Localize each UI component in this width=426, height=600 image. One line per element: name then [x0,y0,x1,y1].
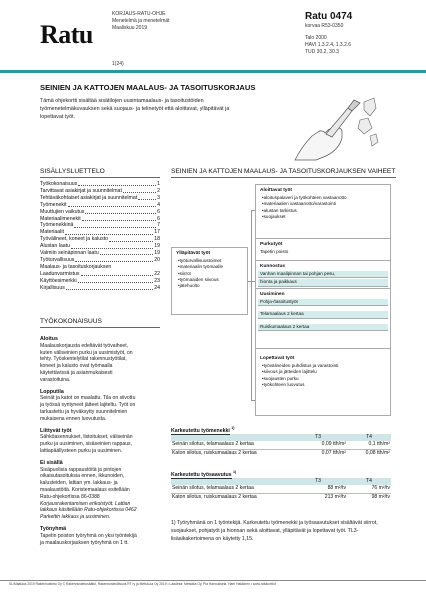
diagram-list-item: • jätehuolto [176,283,243,289]
tk-line: koneet ja kalusto ovat työmaalla [40,363,113,370]
diagram-list-item: • siivous ja jätteiden lajittelu [260,369,386,375]
toc-item[interactable]: Tehtäväkohtaiset asiakirjat ja suunnitelmat 3 [40,194,160,201]
header-doc-type: Menetelmä ja menetelmät [112,18,170,24]
diagram-heading: SEINIEN JA KATTOJEN MAALAUS- JA TASOITUSKORJAUKSEN VAIHEET [171,168,396,175]
aloittavat-title: Aloittavat työt [260,188,292,193]
diagram-list-item: • työvälineiden puhdistus ja varastointi [260,363,386,369]
tk-line: Parkettin lakkaus ja uusiminen. [40,514,111,521]
diagram-list-item: • työmaaiden siivous [176,277,243,283]
tyomenekki-table-block [171,426,391,457]
aloittavat-tyot [256,185,390,239]
header-accent-bar [0,70,426,73]
ratu-logo: Ratu [40,20,93,49]
tk-line: Maalauskorjausta edeltävät työvaiheet, [40,342,129,349]
diagram-list-item: • materiaalin työmaalle [176,264,243,270]
diagram-list-item: • työturvallisuustoimet [176,258,243,264]
aloittavat-list [260,195,386,220]
diagram-list-item: • suojausten purku [260,376,386,382]
toc-item[interactable]: Työmenekit 4 [40,201,160,208]
lopettavat-tyot [256,349,390,417]
tyosaavutus-table-block [171,470,391,501]
tk-line: kuten väliseinien purku ja uusimistyöt, on [40,349,133,356]
toc-item[interactable]: Valmiin seinäpinnan laatu 19 [40,250,160,257]
tk-line: Ratu-ohjekortissa 86-0388 [40,493,100,500]
painting-hand-illustration [290,94,380,164]
toc-item[interactable]: Kirjallisuus 24 [40,284,160,291]
tk-line: kalusteiden, lattian ym. lakkaus- ja [40,480,118,487]
toc-item[interactable]: Työturvallisuus 20 [40,256,160,263]
tk-line: Sisäpuolisia rappaustöitä ja pintojen [40,466,122,473]
uusiminen-item: Ruiskumaalaus 2 kertaa [258,324,388,331]
tk-line: ja maalauskorjauksen työryhmä on 1 tt. [40,539,129,546]
kunnostus-item: hionta ja paikkaus [258,279,388,286]
header-codes [305,11,352,56]
tk-line: Sähköasennukset, listoitukset, väliseinän [40,434,133,441]
yllapitavat-list [176,258,243,289]
kunnostus-title: Kunnostus [260,264,286,269]
col-t3: T3 [289,434,347,442]
card-code-sub: korvaa R53-0350 [305,23,344,29]
tk-line: tarkastettu ja hyväksytty suunnitelmien [40,408,128,415]
uusiminen-item: Pohja-/tasoitustyöt [258,299,388,306]
tyokokonaisuus-heading: TYÖKOKONAISUUS [40,318,102,325]
tk-line: varastoituina. [40,376,71,383]
table-header-row [171,478,391,486]
footer-divider [0,580,426,581]
kunnostus-item: Vanhan maalipinnan tai pohjan pesu, [258,271,388,278]
col-t3: T3 [289,478,347,486]
table-row: Katon silotus, ruiskumaalaus 2 kertaa 213 m²/tv 98 m²/tv [172,493,390,500]
diagram-list-item: • siirrot [176,271,243,277]
tk-line: käytettävissä ja asianmukaisesti [40,369,113,376]
tk-section-heading: Ei sisällä [40,459,63,466]
tk-section-heading: Liittyvät työt [40,427,72,434]
uusiminen [256,289,390,349]
tk-line: lakkaus käsitellään Ratu-ohjekortissa 0462 [40,507,137,514]
tk-line: oikaisutasoituksia ennen, ikkunoiden, [40,473,125,480]
toc-item[interactable]: Muuttujien vaikutus 6 [40,208,160,215]
toc-item[interactable]: Työkokonaisuus 1 [40,181,160,187]
uusiminen-title: Uusiminen [260,292,285,297]
toc-item[interactable]: Työvälineet, koneet ja kalusto 18 [40,236,160,243]
toc-item[interactable]: Tarvittavat asiakirjat ja suunnitelmat 2 [40,187,160,194]
tk-line: mukaisena ennen luovutusta. [40,415,107,422]
header-meta [112,11,170,32]
diagram-list-item: • materiaalien vastaanotto/varastointi [260,201,386,207]
diagram-list-item: • työkohteen luovutus [260,382,386,388]
tk-line: lattiapäällysteen purku ja uusiminen. [40,447,123,454]
toc-item[interactable]: Materiaalit 17 [40,229,160,236]
lopettavat-title: Lopettavat työt [260,356,295,361]
header-series: KORJAUS-RATU-OHJE [112,11,166,17]
tk-line: purku ja uusiminen, sisäseinien rappaus, [40,441,133,448]
diagram-list-item: • suojaukset [260,214,386,220]
purkutyot [256,239,390,261]
havi-code: HAVI 1.3.2.4, 1.3.2.6 [305,42,352,48]
col-t4: T4 [347,478,391,486]
tk-line: tehty. Työskentelytilat rakennustyötilat, [40,356,127,363]
card-code: Ratu 0474 [305,11,353,22]
tyokokonaisuus-body [40,331,162,546]
talo-code: Talo 2000 [305,35,327,41]
toc-item[interactable]: Käyttöesimerkki 23 [40,277,160,284]
toc-item[interactable]: Työmenekkinä 7 [40,222,160,229]
tk-line: maalaustöitä. Koristemaalaus esitellään [40,486,130,493]
toc-item[interactable]: Laadunvarmistus 22 [40,270,160,277]
toc-divider [40,177,160,178]
purkutyot-item: Tapetin poisto [260,249,289,255]
tk-line: Seinät ja katot on maalattu. Tila on siivottu [40,395,136,402]
toc-heading: SISÄLLYSLUETTELO [40,168,105,175]
tk-line: ja työssä syntyneet jätteet lajiteltu. Työt on [40,402,136,409]
table-row: Katon silotus, ruiskumaalaus 2 kertaa 0,07 tth/m² 0,08 tth/m² [172,449,390,456]
diagram-list-item: • aloituspalaveri ja työkohteen vastaanotto [260,195,386,201]
diagram-list-item: • alustan tarkistus [260,208,386,214]
diagram-divider [171,177,396,178]
tk-section-heading: Aloitus [40,336,58,342]
tyomenekki-caption: Karkeutettu työmenekki $^{1)}$ [171,426,235,434]
kunnostus [256,261,390,289]
diagram-connector [251,210,252,400]
yllapitavat-title: Ylläpitävät työt [176,251,211,256]
col-t4: T4 [347,434,391,442]
tk-line: Korjausrakentamisen erikoistyöt. Lattian [40,500,131,507]
yllapitavat-tyot-box [171,247,248,315]
intro-text: Tämä ohjekortti sisältää sisätilojen uusintamaalaus- ja tasoitustöiden työmenetelmäkuvauksen sekä suojaus- ja telinetyöt että aloittavat, ylläpitävät ja lopettavat työt. [40,98,230,120]
tyosaavutus-caption: Karkeutettu työsaavutus $^{1)}$ [171,470,237,478]
tk-section-heading: Työnyhmä [40,525,67,532]
tud-code: TUD 30.2, 30.3 [305,49,339,55]
page-footer: SL/Maalaus 2019 Rakennustieto Oy © Rakennustietosäätiö, Rakennusteollisuus RT ry ja Metsä-ka Oy 2019 • Laadinta: Metsäka Oy, Pia Hannuksela, Harri Hakkinen • www.ratukortti.fi [9,582,277,586]
table-of-contents [40,181,160,292]
tk-line: Tapetin poiston työryhmä on yksi työntekijä [40,532,137,539]
header-date: Maaliskuu 2019 [112,25,148,31]
table-footnote: 1) Työryhmänä on 1 työntekijä. Karkeutettu työmenekki ja työsaavutukset sisältävät siirrot, suojaukset, pohjatyöt ja hionnan sekä aloittavat, ylläpitävät ja lopettavat työt. TL3-lisäaikakertoimena on käytetty 1,15. [171,520,378,542]
toc-item[interactable]: Materiaalimenekit 6 [40,215,160,222]
tyomenekki-table [171,434,391,458]
page-title: SEINIEN JA KATTOJEN MAALAUS- JA TASOITUSKORJAUS [40,83,256,92]
phases-box [255,184,391,416]
table-row: Seinän silotus, telamaalaus 2 kertaa 0,09 tth/m² 0,1 tth/m² [172,441,390,448]
lopettavat-list [260,363,386,388]
page-number: 1(24) [112,61,124,67]
toc-item[interactable]: Maalaus- ja tasoituskorjauksen [40,263,112,270]
uusiminen-item: Telamaalaus 2 kertaa [258,311,388,318]
tyokokonaisuus-divider [40,327,160,328]
tk-section-heading: Lopputila [40,388,64,395]
purkutyot-title: Purkutyöt [260,242,283,247]
table-header-row [171,434,391,442]
table-row: Seinän silotus, telamaalaus 2 kertaa 88 m²/tv 76 m²/tv [172,485,390,492]
toc-item[interactable]: Alustan laatu 19 [40,243,160,250]
tyosaavutus-table [171,478,391,502]
